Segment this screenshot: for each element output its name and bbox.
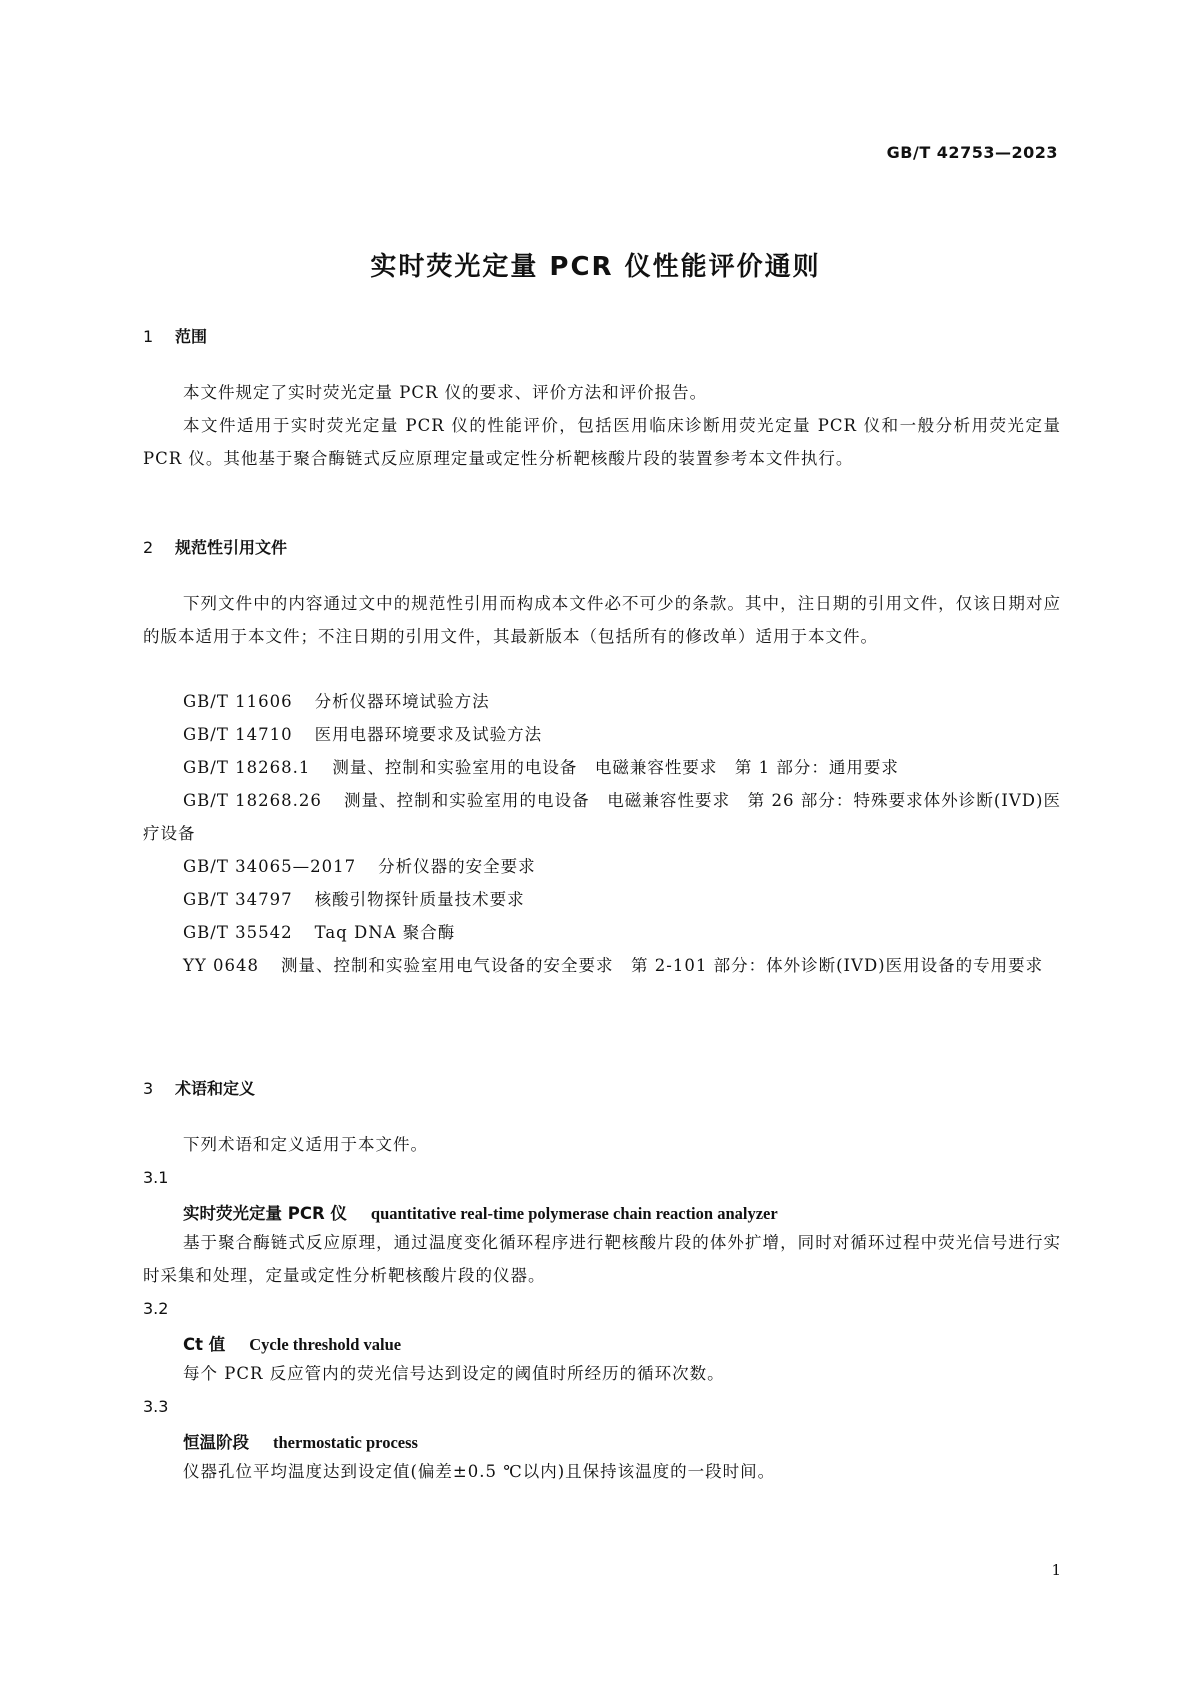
reference-item (143, 916, 1061, 949)
term-entry (183, 1200, 778, 1224)
reference-title: 分析仪器的安全要求 (378, 857, 536, 876)
reference-item (143, 949, 1061, 982)
standard-number: GB/T 42753—2023 (886, 143, 1058, 162)
term-entry (183, 1429, 418, 1453)
reference-title: 核酸引物探针质量技术要求 (314, 890, 525, 909)
section-title: 术语和定义 (175, 1079, 256, 1098)
term-chinese: 实时荧光定量 PCR 仪 (183, 1204, 347, 1223)
term-english: Cycle threshold value (249, 1335, 402, 1354)
term-english: thermostatic process (273, 1433, 418, 1452)
terms-intro: 下列术语和定义适用于本文件。 (183, 1135, 428, 1154)
reference-item (143, 850, 1061, 883)
reference-code: GB/T 18268.26 (183, 791, 322, 810)
normative-intro: 下列文件中的内容通过文中的规范性引用而构成本文件必不可少的条款。其中，注日期的引用文件，仅该日期对应的版本适用于本文件；不注日期的引用文件，其最新版本（包括所有的修改单）适用于本文件。 (143, 594, 1061, 646)
term-definition: 仪器孔位平均温度达到设定值(偏差±0.5 ℃以内)且保持该温度的一段时间。 (183, 1462, 776, 1481)
page-number: 1 (1051, 1561, 1061, 1579)
reference-item (143, 718, 1061, 751)
clause-number: 3.2 (143, 1299, 169, 1318)
reference-code: GB/T 35542 (183, 923, 293, 942)
term-english: quantitative real-time polymerase chain reaction analyzer (370, 1204, 778, 1223)
term-definition: 每个 PCR 反应管内的荧光信号达到设定的阈值时所经历的循环次数。 (183, 1364, 725, 1383)
reference-item (143, 784, 1061, 850)
clause-number: 3.3 (143, 1397, 169, 1416)
reference-code: GB/T 34797 (183, 890, 293, 909)
section-number: 3 (143, 1079, 154, 1098)
term-entry (183, 1331, 401, 1355)
reference-item (143, 685, 1061, 718)
reference-code: GB/T 11606 (183, 692, 293, 711)
section-title: 范围 (175, 327, 208, 346)
reference-title: 测量、控制和实验室用的电设备 电磁兼容性要求 第 1 部分：通用要求 (332, 758, 899, 777)
section-heading-terms (143, 1076, 255, 1099)
reference-title: 测量、控制和实验室用的电设备 电磁兼容性要求 第 26 部分：特殊要求体外诊断(IVD)医疗设备 (143, 791, 1061, 843)
reference-code: GB/T 34065—2017 (183, 857, 357, 876)
reference-title: 测量、控制和实验室用电气设备的安全要求 第 2-101 部分：体外诊断(IVD)医用设备的专用要求 (281, 956, 1044, 975)
reference-code: GB/T 18268.1 (183, 758, 311, 777)
document-title: 实时荧光定量 PCR 仪性能评价通则 (370, 252, 821, 282)
reference-title: 分析仪器环境试验方法 (314, 692, 490, 711)
scope-paragraph: 本文件适用于实时荧光定量 PCR 仪的性能评价，包括医用临床诊断用荧光定量 PCR 仪和一般分析用荧光定量 PCR 仪。其他基于聚合酶链式反应原理定量或定性分析靶核酸片段的装置参考本文件执行。 (143, 416, 1061, 468)
section-number: 1 (143, 327, 154, 346)
term-chinese: 恒温阶段 (183, 1433, 249, 1452)
section-heading-normative (143, 535, 287, 558)
term-definition: 基于聚合酶链式反应原理，通过温度变化循环程序进行靶核酸片段的体外扩增，同时对循环过程中荧光信号进行实时采集和处理，定量或定性分析靶核酸片段的仪器。 (143, 1233, 1061, 1285)
reference-code: GB/T 14710 (183, 725, 293, 744)
clause-number: 3.1 (143, 1168, 169, 1187)
scope-paragraph: 本文件规定了实时荧光定量 PCR 仪的要求、评价方法和评价报告。 (183, 383, 708, 402)
reference-item (143, 751, 1061, 784)
reference-item (143, 883, 1061, 916)
section-number: 2 (143, 538, 154, 557)
section-title: 规范性引用文件 (175, 538, 288, 557)
reference-title: Taq DNA 聚合酶 (314, 923, 456, 942)
reference-code: YY 0648 (183, 956, 260, 975)
term-chinese: Ct 值 (183, 1335, 226, 1354)
section-heading-scope (143, 324, 207, 347)
reference-title: 医用电器环境要求及试验方法 (314, 725, 543, 744)
